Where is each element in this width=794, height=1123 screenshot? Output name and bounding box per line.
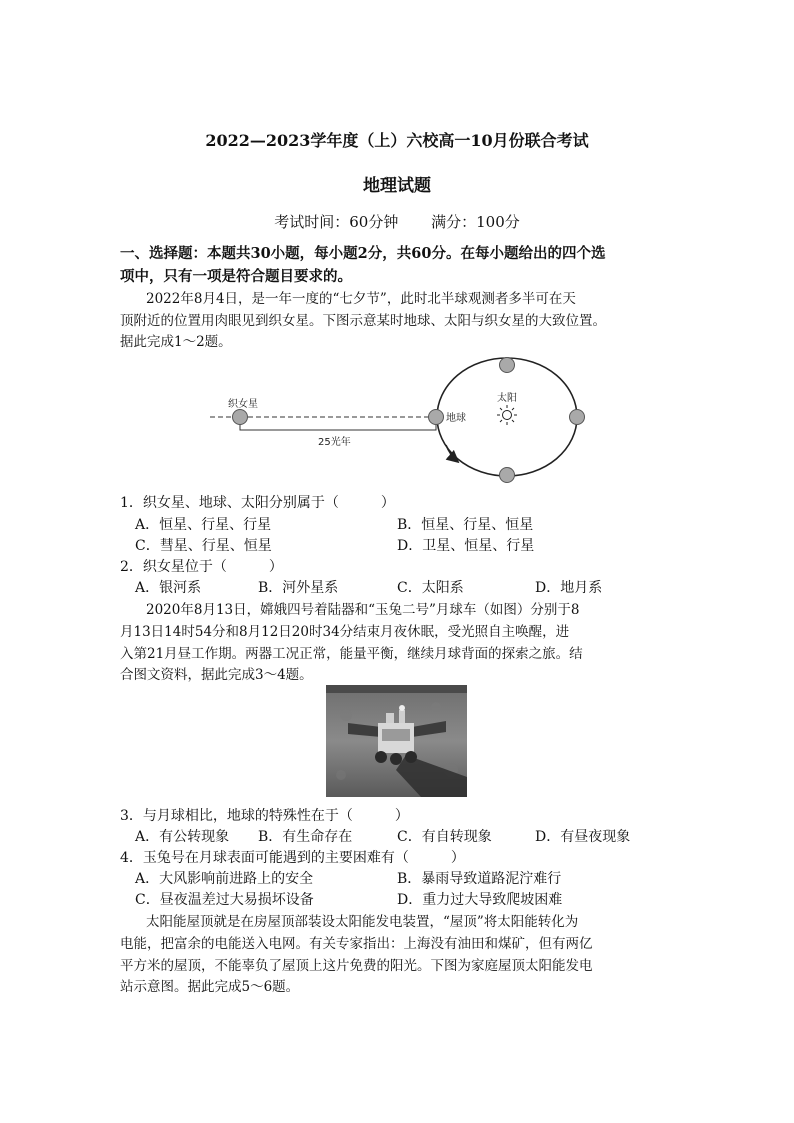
earth-position-top [500, 358, 515, 373]
distance-bracket [240, 423, 436, 430]
section-instruction-line2: 项中，只有一项是符合题目要求的。 [120, 268, 352, 285]
question-4-option-a: A．大风影响前进路上的安全 [135, 871, 314, 887]
exam-time: 考试时间：60分钟 [274, 213, 399, 231]
question-1-option-d: D．卫星、恒星、行星 [397, 538, 535, 554]
question-1-option-c: C．彗星、行星、恒星 [135, 538, 272, 554]
question-1-stem: 1．织女星、地球、太阳分别属于（ ） [120, 495, 395, 511]
section-instruction-line1: 一、选择题：本题共30小题，每小题2分，共60分。在每小题给出的四个选 [120, 245, 606, 262]
sun-icon [497, 405, 517, 425]
question-3-option-c: C．有自转现象 [397, 829, 492, 845]
question-1-option-a: A．恒星、行星、行星 [135, 517, 272, 533]
passage2-line3: 入第21月昼工作期。两器工况正常，能量平衡，继续月球背面的探索之旅。结 [120, 646, 583, 662]
exam-meta [0, 211, 794, 232]
question-3-stem: 3．与月球相比，地球的特殊性在于（ ） [120, 808, 409, 824]
earth-position-bottom [500, 468, 515, 483]
passage3-line2: 电能，把富余的电能送入电网。有关专家指出：上海没有油田和煤矿，但有两亿 [120, 936, 593, 952]
passage2-line4: 合图文资料，据此完成3～4题。 [120, 667, 313, 683]
passage2-line1: 2020年8月13日，嫦娥四号着陆器和“玉兔二号”月球车（如图）分别于8 [146, 602, 580, 618]
question-3-option-b: B．有生命存在 [258, 829, 353, 845]
question-3-option-d: D．有昼夜现象 [535, 829, 631, 845]
question-1-option-b: B．恒星、行星、恒星 [397, 517, 534, 533]
passage1-line2: 顶附近的位置用肉眼见到织女星。下图示意某时地球、太阳与织女星的大致位置。 [120, 313, 606, 329]
question-4-option-c: C．昼夜温差过大易损坏设备 [135, 892, 314, 908]
vega-label: 织女星 [228, 399, 258, 410]
exam-subject: 地理试题 [363, 176, 431, 196]
exam-title: 2022—2023学年度（上）六校高一10月份联合考试 [205, 131, 589, 150]
question-2-option-b: B．河外星系 [258, 580, 339, 596]
earth-position-right [570, 410, 585, 425]
vega-earth-sun-diagram [200, 355, 600, 490]
question-2-stem: 2．织女星位于（ ） [120, 559, 283, 575]
earth-label: 地球 [446, 413, 466, 424]
exam-score: 满分：100分 [431, 213, 520, 231]
yutu2-rover-photo [326, 685, 467, 797]
passage1-line1: 2022年8月4日，是一年一度的“七夕节”，此时北半球观测者多半可在天 [146, 291, 576, 307]
question-2-option-a: A．银河系 [135, 580, 202, 596]
distance-label: 25光年 [318, 437, 351, 448]
question-2-option-d: D．地月系 [535, 580, 603, 596]
sun-label: 太阳 [497, 393, 517, 404]
passage2-line2: 月13日14时54分和8月12日20时34分结束月夜休眠，受光照自主唤醒，进 [120, 624, 570, 640]
passage3-line1: 太阳能屋顶就是在房屋顶部装设太阳能发电装置，“屋顶”将太阳能转化为 [146, 914, 579, 930]
question-4-option-d: D．重力过大导致爬坡困难 [397, 892, 563, 908]
passage3-line3: 平方米的屋顶，不能辜负了屋顶上这片免费的阳光。下图为家庭屋顶太阳能发电 [120, 958, 593, 974]
passage3-line4: 站示意图。据此完成5～6题。 [120, 979, 300, 995]
question-4-option-b: B．暴雨导致道路泥泞难行 [397, 871, 562, 887]
question-2-option-c: C．太阳系 [397, 580, 464, 596]
passage1-line3: 据此完成1～2题。 [120, 334, 232, 350]
earth-position-left [429, 410, 444, 425]
question-3-option-a: A．有公转现象 [135, 829, 230, 845]
question-4-stem: 4．玉兔号在月球表面可能遇到的主要困难有（ ） [120, 850, 465, 866]
vega-star [233, 410, 248, 425]
